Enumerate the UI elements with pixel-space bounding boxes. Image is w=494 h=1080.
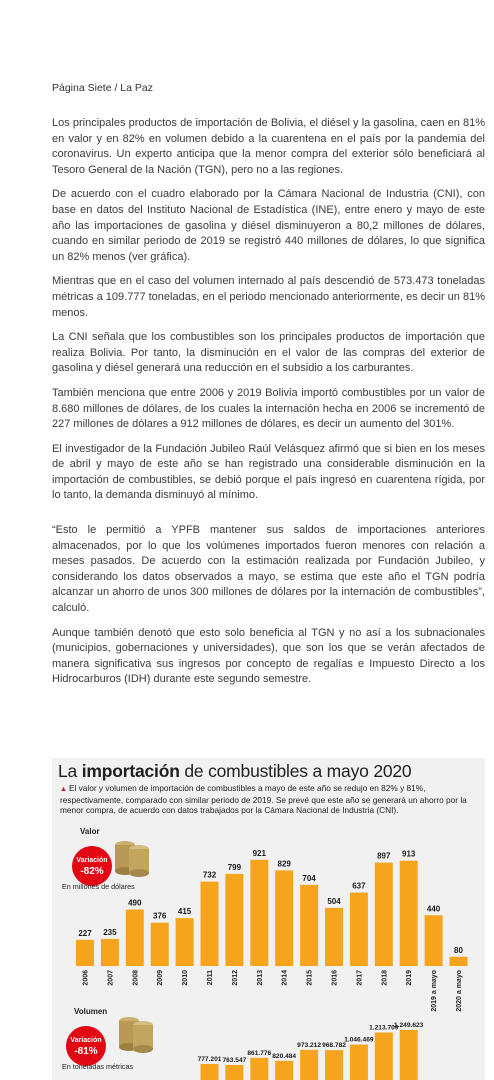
- value-bar-label: 376: [153, 911, 167, 921]
- value-bar-2010: [176, 918, 194, 966]
- volume-bar-label: 973.212: [297, 1041, 322, 1049]
- volume-bar-label: 763.547: [222, 1056, 247, 1064]
- value-bar-label: 490: [128, 898, 142, 908]
- fuel-barrels-icon: [115, 1013, 155, 1053]
- value-bar-label: 913: [402, 849, 416, 859]
- value-x-tick-label: 2016: [331, 970, 339, 986]
- value-variation-badge: Variación -82%: [72, 846, 112, 886]
- value-bar-label: 440: [426, 904, 441, 914]
- value-bar-2019: [400, 861, 418, 966]
- volume-bar-label: 1.249.623: [394, 1021, 424, 1029]
- volume-bar-2019: [400, 1030, 418, 1080]
- volume-bar-2015: [300, 1050, 318, 1080]
- volume-bar-2017: [350, 1045, 368, 1080]
- value-bar-label: 732: [202, 870, 217, 880]
- volume-bar-label: 777.201: [197, 1055, 222, 1063]
- infographic-title: La importación de combustibles a mayo 2020: [58, 761, 412, 781]
- volume-bar-2014: [275, 1061, 293, 1080]
- value-x-tick-label: 2018: [381, 970, 389, 986]
- volume-bar-2013: [250, 1058, 268, 1080]
- infographic: [52, 758, 485, 1080]
- paragraph-1: Los principales productos de importación de Bolivia, el diésel y la gasolina, caen en 81% en valor y en 82% en volumen debido a la cuarentena en el país por la pandemia del coronavirus. Un experto anticipa que la menor compra del exterior sólo beneficiará al Tesoro General de la Nación (TGN), pero no a las regiones.: [52, 117, 485, 176]
- volume-bar-label: 1.046.469: [344, 1036, 374, 1044]
- volume-variation-badge: Variación -81%: [66, 1026, 106, 1066]
- volume-bar-label: 861.776: [247, 1049, 272, 1057]
- volume-bar-2012: [225, 1065, 243, 1080]
- value-bar-label: 799: [227, 862, 242, 872]
- paragraph-7: “Esto le permitió a YPFB mantener sus saldos de importaciones anteriores almacenados, por lo que los volúmenes importados fueron menores con relación a meses pasados. De acuerdo con la estimación realizada por Fundación Jubileo, y considerando los datos observados a mayo, se estima que este año el TGN podría alcanzar un ahorro de unos 300 millones de dólares por la internación de combustibles”, calculó.: [52, 524, 485, 615]
- value-x-tick-label: 2009: [157, 970, 165, 986]
- value-bar-label: 637: [352, 881, 366, 891]
- volume-bar-2016: [325, 1050, 343, 1080]
- value-bar-2018: [375, 863, 393, 966]
- volume-bar-label: 968.782: [322, 1042, 346, 1050]
- value-bar-label: 235: [103, 927, 117, 937]
- value-bar-label: 704: [302, 873, 316, 883]
- value-bar-2012: [225, 874, 243, 966]
- volume-units-label: En toneladas métricas: [62, 1062, 134, 1071]
- volume-bar-2018: [375, 1032, 393, 1080]
- value-bar-2019-a-mayo: [425, 915, 443, 966]
- value-x-tick-label: 2019 a mayo: [431, 970, 439, 1012]
- value-bar-2006: [76, 940, 94, 966]
- value-bar-2013: [250, 860, 268, 966]
- value-bar-label: 897: [377, 851, 391, 861]
- infographic-intro: ▲ El valor y volumen de importación de combustibles a mayo de este año se redujo en 82% y 81%, respectivamente, comparado con similar periodo de 2019. Se prevé que este año se generará un ahorro por la menor compra, de acuerdo con datos trabajados por la Cámara Nacional de Industria (CNI).: [60, 783, 467, 815]
- value-bar-2020-a-mayo: [450, 957, 468, 966]
- value-x-tick-label: 2019: [406, 970, 414, 986]
- value-x-tick-label: 2008: [132, 970, 140, 986]
- value-bar-label: 829: [277, 859, 291, 869]
- value-x-tick-label: 2013: [256, 970, 264, 986]
- value-x-tick-label: 2017: [356, 970, 364, 986]
- volume-section-label: Volumen: [74, 1007, 108, 1016]
- volume-bar-label: 820.484: [272, 1052, 297, 1060]
- volume-bar-2011: [201, 1064, 219, 1080]
- value-bar-label: 227: [78, 928, 92, 938]
- paragraph-3: Mientras que en el caso del volumen internado al país descendió de 573.473 toneladas métricas a 109.777 toneladas, en el periodo mencionado anteriormente, es decir un 81% menos.: [52, 275, 485, 319]
- paragraph-5: También menciona que entre 2006 y 2019 Bolivia importó combustibles por un valor de 8.680 millones de dólares, de los cuales la internación hecha en 2006 se incrementó de 227 millones de dólares a 912 millones de dólares, es decir un aumento del 301%.: [52, 386, 485, 431]
- byline: Página Siete / La Paz: [52, 82, 153, 94]
- value-bar-2009: [151, 923, 169, 966]
- value-x-tick-label: 2012: [231, 970, 239, 986]
- value-bar-2015: [300, 885, 318, 966]
- value-bar-2017: [350, 893, 368, 966]
- value-bar-2016: [325, 908, 343, 966]
- value-bar-label: 80: [454, 945, 463, 955]
- value-bar-label: 415: [177, 907, 192, 917]
- value-bar-2014: [275, 870, 293, 966]
- value-bar-label: 504: [327, 896, 341, 906]
- triangle-bullet-icon: ▲: [60, 786, 67, 793]
- article-body: [52, 82, 485, 697]
- value-bar-label: 921: [252, 848, 266, 858]
- value-x-tick-label: 2007: [107, 970, 115, 986]
- value-section-label: Valor: [80, 827, 100, 836]
- value-x-tick-label: 2015: [306, 970, 314, 986]
- value-x-tick-label: 2014: [281, 970, 289, 986]
- value-x-tick-label: 2010: [182, 970, 190, 986]
- value-bar-2008: [126, 910, 144, 966]
- volume-bar-label: 1.213.709: [369, 1024, 399, 1032]
- value-x-tick-label: 2006: [82, 970, 90, 986]
- paragraph-2: De acuerdo con el cuadro elaborado por la Cámara Nacional de Industria (CNI), con base en datos del Instituto Nacional de Estadística (INE), entre enero y mayo de este año las importaciones de gasolina y diésel disminuyeron a 80,2 millones de dólares, cuando en similar periodo de 2019 se registró 440 millones de dólares, lo que significa un 82% menos (ver gráfica).: [52, 188, 485, 263]
- value-units-label: En millones de dólares: [62, 882, 135, 891]
- paragraph-8: Aunque también denotó que esto solo beneficia al TGN y no así a los subnacionales (municipios, gobernaciones y universidades), que son los que se verán afectados de manera significativa sus ingresos por concepto de regalías e Impuesto Directo a los Hidrocarburos (IDH) durante este segundo semestre.: [52, 626, 485, 686]
- paragraph-6: El investigador de la Fundación Jubileo Raúl Velásquez afirmó que si bien en los meses de abril y mayo de este año se han registrado una considerable disminución en la importación de combustibles, se debió porque el país ingresó en cuarentena rígida, por lo tanto, la demanda disminuyó al mínimo.: [52, 442, 485, 502]
- value-x-tick-label: 2011: [207, 970, 214, 986]
- value-x-tick-label: 2020 a mayo: [456, 970, 463, 1012]
- value-bar-2007: [101, 939, 119, 966]
- value-bar-2011: [201, 882, 219, 966]
- paragraph-4: La CNI señala que los combustibles son los principales productos de importación que realiza Bolivia. Por tanto, la disminución en el valor de las compras del exterior de gasolina y diésel generará una reducción en el subsidio a los carburantes.: [52, 331, 485, 375]
- fuel-barrels-icon: [111, 837, 151, 877]
